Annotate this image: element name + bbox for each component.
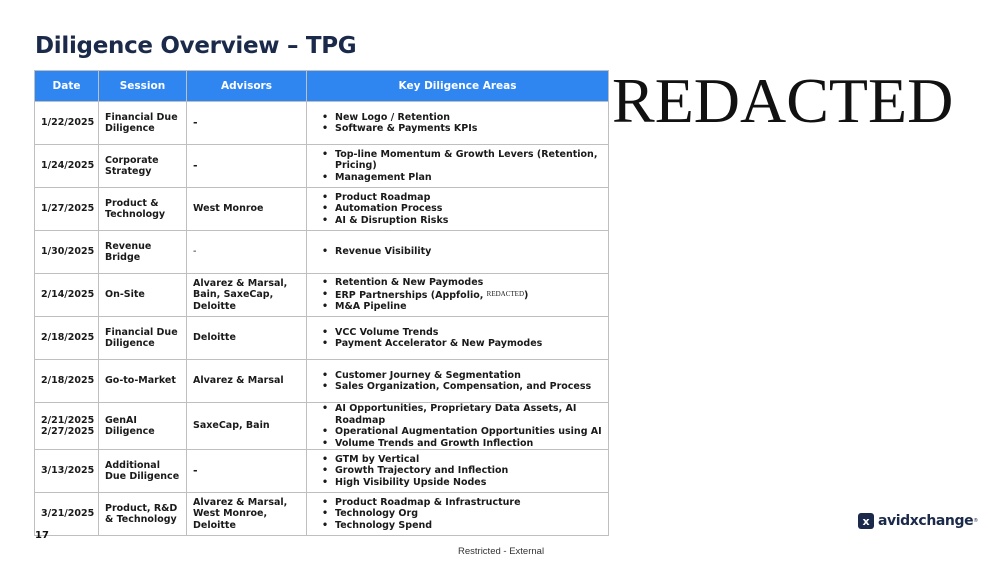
date-cell: 3/21/2025 — [35, 493, 99, 536]
list-item: • High Visibility Upside Nodes — [321, 477, 602, 489]
list-item: • Payment Accelerator & New Paymodes — [321, 338, 602, 350]
list-item: • M&A Pipeline — [321, 301, 602, 313]
inline-redacted-label: REDACTED — [486, 289, 525, 298]
list-item: • Revenue Visibility — [321, 246, 602, 258]
session-cell: Corporate Strategy — [99, 145, 187, 188]
date-cell: 1/30/2025 — [35, 231, 99, 274]
table-row — [35, 360, 609, 403]
areas-cell — [307, 145, 609, 188]
list-item: • Top-line Momentum & Growth Levers (Retention, Pricing) — [321, 149, 602, 172]
list-item — [321, 289, 602, 302]
list-item: • Operational Augmentation Opportunities using AI — [321, 426, 602, 438]
date-line: 2/27/2025 — [41, 426, 95, 437]
areas-cell — [307, 274, 609, 317]
list-item: • Software & Payments KPIs — [321, 123, 602, 135]
list-item: • Customer Journey & Segmentation — [321, 370, 602, 382]
list-item-text: ERP Partnerships (Appfolio, — [335, 289, 487, 301]
session-cell: GenAI Diligence — [99, 403, 187, 450]
logo-x-icon: x — [858, 513, 874, 529]
list-item: • VCC Volume Trends — [321, 327, 602, 339]
date-cell: 2/18/2025 — [35, 360, 99, 403]
header-advisors: Advisors — [187, 71, 307, 102]
session-cell: On-Site — [99, 274, 187, 317]
session-cell: Go-to-Market — [99, 360, 187, 403]
table-row — [35, 317, 609, 360]
advisors-cell: - — [187, 231, 307, 274]
list-item: • New Logo / Retention — [321, 112, 602, 124]
date-line: 2/21/2025 — [41, 414, 95, 426]
date-cell: 2/18/2025 — [35, 317, 99, 360]
footer-classification: Restricted - External — [458, 546, 545, 557]
session-cell: Financial Due Diligence — [99, 102, 187, 145]
advisors-cell: Alvarez & Marsal, Bain, SaxeCap, Deloitte — [187, 274, 307, 317]
list-item: • Product Roadmap & Infrastructure — [321, 497, 602, 509]
areas-cell — [307, 188, 609, 231]
session-cell: Product & Technology — [99, 188, 187, 231]
list-item: • AI Opportunities, Proprietary Data Assets, AI Roadmap — [321, 403, 602, 426]
table-row — [35, 403, 609, 450]
date-cell: 3/13/2025 — [35, 450, 99, 493]
list-item: • Product Roadmap — [321, 192, 602, 204]
date-cell: 1/27/2025 — [35, 188, 99, 231]
date-cell: 1/24/2025 — [35, 145, 99, 188]
list-item: • Volume Trends and Growth Inflection — [321, 438, 602, 450]
areas-cell — [307, 231, 609, 274]
header-key-areas: Key Diligence Areas — [307, 71, 609, 102]
table-row — [35, 274, 609, 317]
list-item: • Automation Process — [321, 203, 602, 215]
table-row — [35, 450, 609, 493]
table-header-row — [35, 71, 609, 102]
logo-trademark: ® — [973, 518, 979, 524]
table-row — [35, 188, 609, 231]
advisors-cell: Deloitte — [187, 317, 307, 360]
list-item: • Sales Organization, Compensation, and Process — [321, 381, 602, 393]
page-title: Diligence Overview – TPG — [35, 33, 357, 59]
header-session: Session — [99, 71, 187, 102]
date-cell — [35, 403, 99, 450]
logo-text: avidxchange — [878, 513, 974, 529]
page-number: 17 — [35, 530, 49, 541]
advisors-cell: - — [187, 450, 307, 493]
table-row — [35, 493, 609, 536]
list-item: • GTM by Vertical — [321, 454, 602, 466]
areas-cell — [307, 102, 609, 145]
areas-cell — [307, 450, 609, 493]
list-item-close: ) — [524, 289, 529, 301]
redacted-label: REDACTED — [612, 65, 954, 136]
date-cell: 2/14/2025 — [35, 274, 99, 317]
list-item: • Growth Trajectory and Inflection — [321, 465, 602, 477]
company-logo — [858, 513, 978, 529]
list-item: • Retention & New Paymodes — [321, 277, 602, 289]
list-item: • Management Plan — [321, 172, 602, 184]
advisors-cell: Alvarez & Marsal — [187, 360, 307, 403]
diligence-table — [34, 70, 609, 536]
advisors-cell: - — [187, 145, 307, 188]
areas-cell — [307, 360, 609, 403]
header-date: Date — [35, 71, 99, 102]
date-cell: 1/22/2025 — [35, 102, 99, 145]
advisors-cell: - — [187, 102, 307, 145]
table-row — [35, 145, 609, 188]
session-cell: Additional Due Diligence — [99, 450, 187, 493]
list-item: • Technology Org — [321, 508, 602, 520]
list-item: • AI & Disruption Risks — [321, 215, 602, 227]
areas-cell — [307, 493, 609, 536]
session-cell: Product, R&D & Technology — [99, 493, 187, 536]
advisors-cell: SaxeCap, Bain — [187, 403, 307, 450]
advisors-cell: Alvarez & Marsal, West Monroe, Deloitte — [187, 493, 307, 536]
advisors-cell: West Monroe — [187, 188, 307, 231]
session-cell: Financial Due Diligence — [99, 317, 187, 360]
areas-cell — [307, 317, 609, 360]
areas-cell — [307, 403, 609, 450]
session-cell: Revenue Bridge — [99, 231, 187, 274]
list-item: • Technology Spend — [321, 520, 602, 532]
table-row — [35, 231, 609, 274]
table-row — [35, 102, 609, 145]
